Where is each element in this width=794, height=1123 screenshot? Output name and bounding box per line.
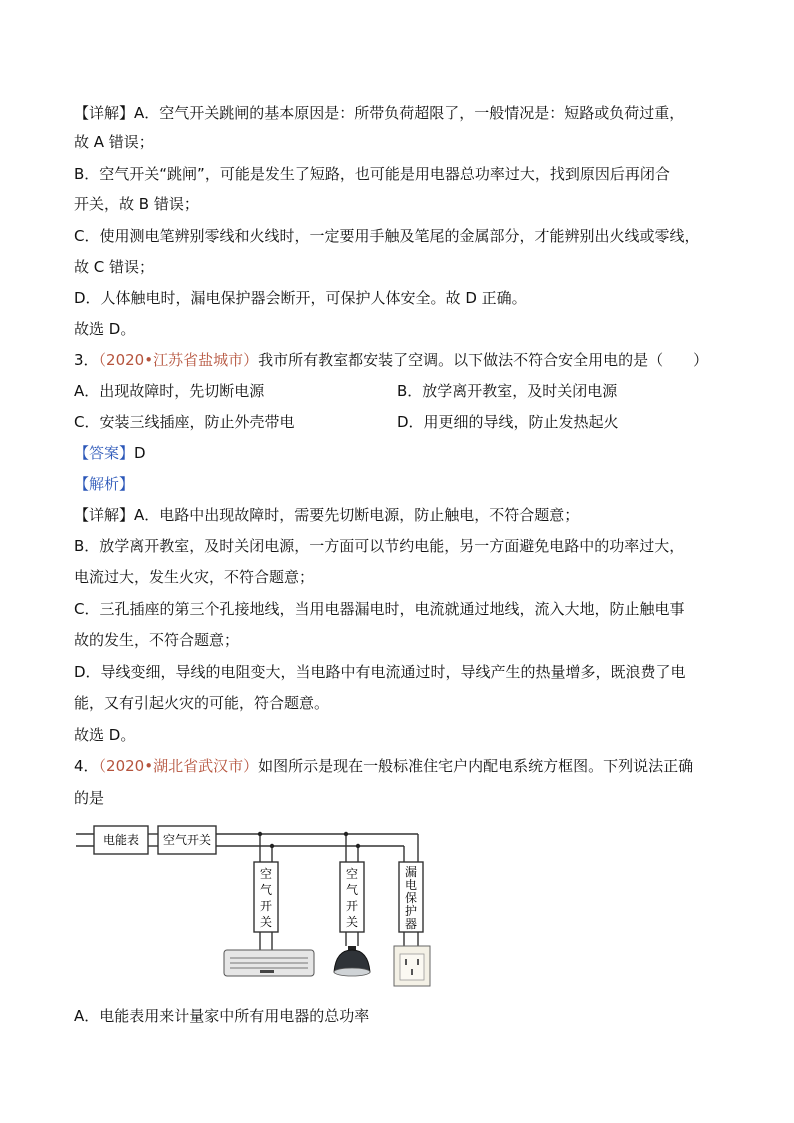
leakage-protector [399, 862, 423, 932]
switch-1-char: 开 [259, 899, 273, 913]
q2-detail-c-cont: 故 C 错误； [74, 258, 155, 276]
q2-detail-b-cont: 开关，故 B 错误； [74, 195, 199, 213]
lamp-icon [334, 946, 370, 976]
main-switch-label: 空气开关 [162, 833, 212, 847]
q2-detail-b: B．空气开关“跳闸”，可能是发生了短路，也可能是用电器总功率过大，找到原因后再闭合 [74, 165, 670, 183]
switch-1-char: 关 [259, 915, 273, 929]
switch-2-char: 气 [345, 883, 359, 897]
question-source: （2020•江苏省盐城市） [98, 351, 259, 369]
meter-box [94, 826, 148, 854]
meter-label: 电能表 [102, 833, 140, 847]
question-text: 我市所有教室都安装了空调。以下做法不符合安全用电的是（ ） [258, 351, 709, 369]
protector-char: 电 [404, 878, 418, 892]
q3-detail-d: D．导线变细，导线的电阻变大，当电路中有电流通过时，导线产生的热量增多，既浪费了电 [74, 663, 686, 681]
main-switch-box [158, 826, 216, 854]
detail-text: A．电路中出现故障时，需要先切断电源，防止触电，不符合题意； [134, 506, 580, 524]
distribution-diagram [72, 822, 452, 990]
protector-char: 器 [404, 917, 418, 931]
answer-label: 【答案】 [74, 444, 135, 462]
branch-switch-1 [254, 862, 278, 932]
q4-stem [74, 755, 724, 777]
q3-detail-a [74, 504, 724, 526]
q3-detail-c: C．三孔插座的第三个孔接地线，当用电器漏电时，电流就通过地线，流入大地，防止触电事 [74, 600, 685, 618]
q3-option-b: B．放学离开教室，及时关闭电源 [397, 382, 618, 400]
question-text: 如图所示是现在一般标准住宅户内配电系统方框图。下列说法正确 [258, 757, 694, 775]
answer-value: D [134, 444, 146, 462]
question-source: （2020•湖北省武汉市） [98, 757, 259, 775]
q2-detail-c: C．使用测电笔辨别零线和火线时，一定要用手触及笔尾的金属部分，才能辨别出火线或零线， [74, 227, 700, 245]
question-number: 4． [74, 757, 99, 775]
protector-char: 护 [404, 904, 418, 918]
q3-answer [74, 442, 724, 464]
q4-option-a: A．电能表用来计量家中所有用电器的总功率 [74, 1007, 370, 1025]
switch-2-char: 开 [345, 899, 359, 913]
q3-option-d: D．用更细的导线，防止发热起火 [397, 413, 619, 431]
q2-detail-a-cont: 故 A 错误； [74, 133, 154, 151]
q3-detail-c-cont: 故的发生，不符合题意； [74, 631, 240, 649]
q2-detail-d: D．人体触电时，漏电保护器会断开，可保护人体安全。故 D 正确。 [74, 289, 527, 307]
detail-label: 【详解】 [74, 506, 135, 524]
protector-char: 漏 [404, 865, 418, 879]
q2-detail-a [74, 102, 724, 124]
switch-1-char: 空 [259, 867, 273, 881]
switch-2-char: 空 [345, 867, 359, 881]
detail-label: 【详解】 [74, 104, 135, 122]
q3-analysis-label: 【解析】 [74, 475, 135, 493]
q3-detail-b-cont: 电流过大，发生火灾，不符合题意； [74, 568, 315, 586]
q3-option-a: A．出现故障时，先切断电源 [74, 382, 265, 400]
protector-char: 保 [404, 891, 418, 905]
socket-icon [394, 946, 430, 986]
q3-stem [74, 349, 724, 371]
q2-conclusion: 故选 D。 [74, 320, 136, 338]
question-number: 3． [74, 351, 99, 369]
q3-conclusion: 故选 D。 [74, 726, 136, 744]
switch-2-char: 关 [345, 915, 359, 929]
switch-1-char: 气 [259, 883, 273, 897]
q3-option-c: C．安装三线插座，防止外壳带电 [74, 413, 295, 431]
air-conditioner-icon [224, 950, 314, 976]
q3-detail-b: B．放学离开教室，及时关闭电源，一方面可以节约电能，另一方面避免电路中的功率过大， [74, 537, 685, 555]
q4-stem-cont: 的是 [74, 789, 105, 807]
branch-switch-2 [340, 862, 364, 932]
q3-detail-d-cont: 能，又有引起火灾的可能，符合题意。 [74, 694, 330, 712]
detail-text: A．空气开关跳闸的基本原因是：所带负荷超限了，一般情况是：短路或负荷过重， [134, 104, 685, 122]
